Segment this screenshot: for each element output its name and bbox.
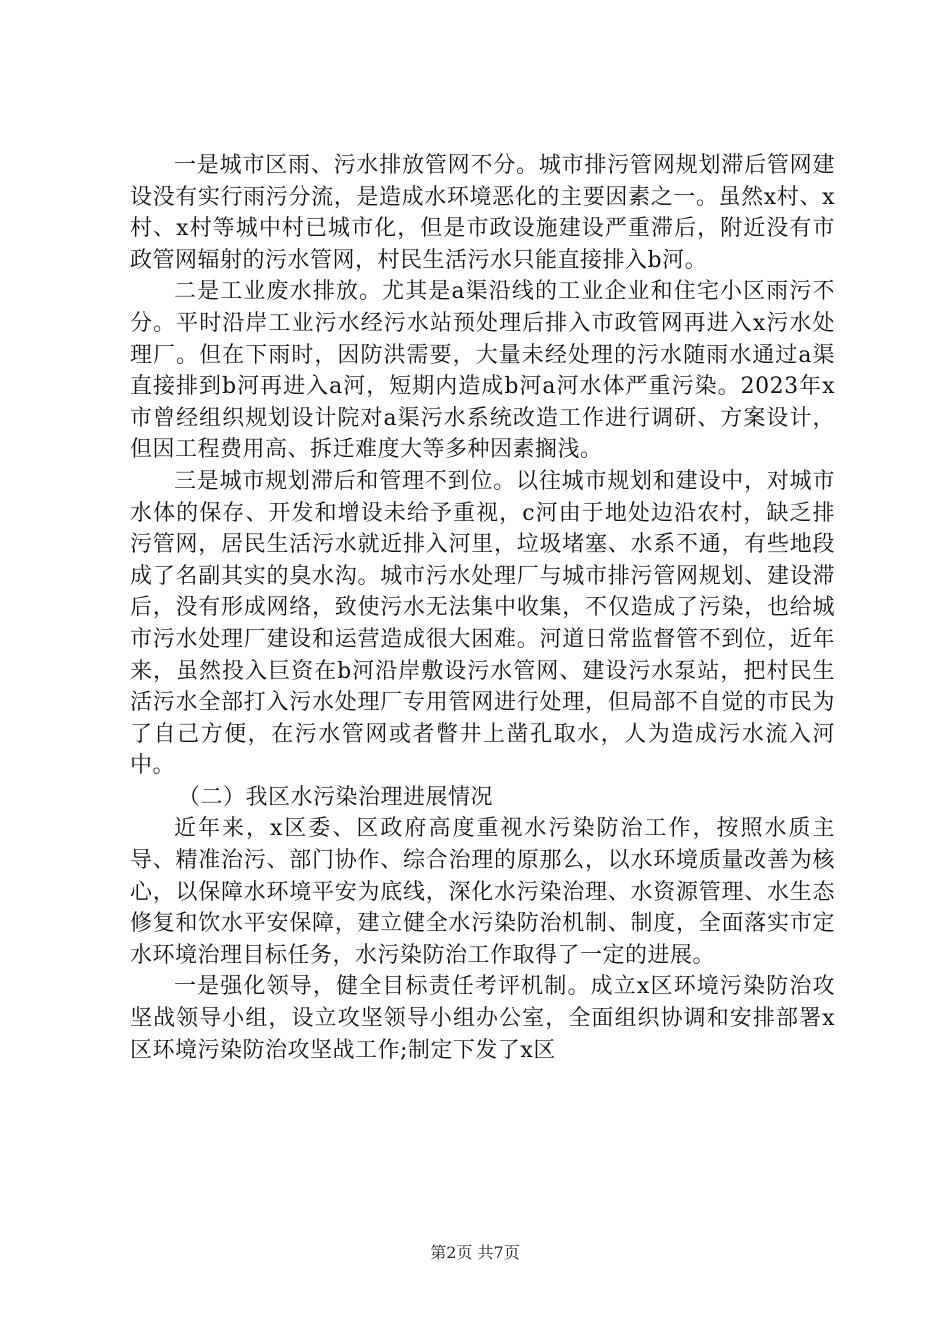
paragraph-leadership: 一是强化领导，健全目标责任考评机制。成立x区环境污染防治攻坚战领导小组，设立攻坚领导小组办公室，全面组织协调和安排部署x区环境污染防治攻坚战工作;制定下发了x区 bbox=[130, 974, 835, 1063]
page-number-footer: 第2页 共7页 bbox=[430, 1243, 520, 1262]
paragraph-progress-overview: 近年来，x区委、区政府高度重视水污染防治工作，按照水质主导、精准治污、部门协作、综合治理的原那么，以水环境质量改善为核心，以保障水环境平安为底线，深化水污染治理、水资源管理、水生态修复和饮水平安保障，建立健全水污染防治机制、制度，全面落实市定水环境治理目标任务，水污染防治工作取得了一定的进展。 bbox=[130, 816, 835, 968]
document-body bbox=[130, 150, 835, 1066]
paragraph-urban-planning: 三是城市规划滞后和管理不到位。以往城市规划和建设中，对城市水体的保存、开发和增设未给予重视，c河由于地处边沿农村，缺乏排污管网，居民生活污水就近排入河里，垃圾堵塞、水系不通，有些地段成了名副其实的臭水沟。城市污水处理厂与城市排污管网规划、建设滞后，没有形成网络，致使污水无法集中收集，不仅造成了污染，也给城市污水处理厂建设和运营造成很大困难。河道日常监督管不到位，近年来，虽然投入巨资在b河沿岸敷设污水管网、建设污水泵站，把村民生活污水全部打入污水处理厂专用管网进行处理，但局部不自觉的市民为了自己方便，在污水管网或者瞥井上凿孔取水，人为造成污水流入河中。 bbox=[130, 468, 835, 779]
paragraph-sewer-network: 一是城市区雨、污水排放管网不分。城市排污管网规划滞后管网建设没有实行雨污分流，是造成水环境恶化的主要因素之一。虽然x村、x村、x村等城中村已城市化，但是市政设施建设严重滞后，附近没有市政管网辐射的污水管网，村民生活污水只能直接排入b河。 bbox=[130, 153, 835, 273]
section-heading: （二）我区水污染治理进展情况 bbox=[178, 784, 494, 810]
paragraph-industrial-wastewater: 二是工业废水排放。尤其是a渠沿线的工业企业和住宅小区雨污不分。平时沿岸工业污水经污水站预处理后排入市政管网再进入x污水处理厂。但在下雨时，因防洪需要，大量未经处理的污水随雨水通过a渠直接排到b河再进入a河，短期内造成b河a河水体严重污染。2023年x市曾经组织规划设计院对a渠污水系统改造工作进行调研、方案设计，但因工程费用高、拆迁难度大等多种因素搁浅。 bbox=[130, 279, 835, 463]
